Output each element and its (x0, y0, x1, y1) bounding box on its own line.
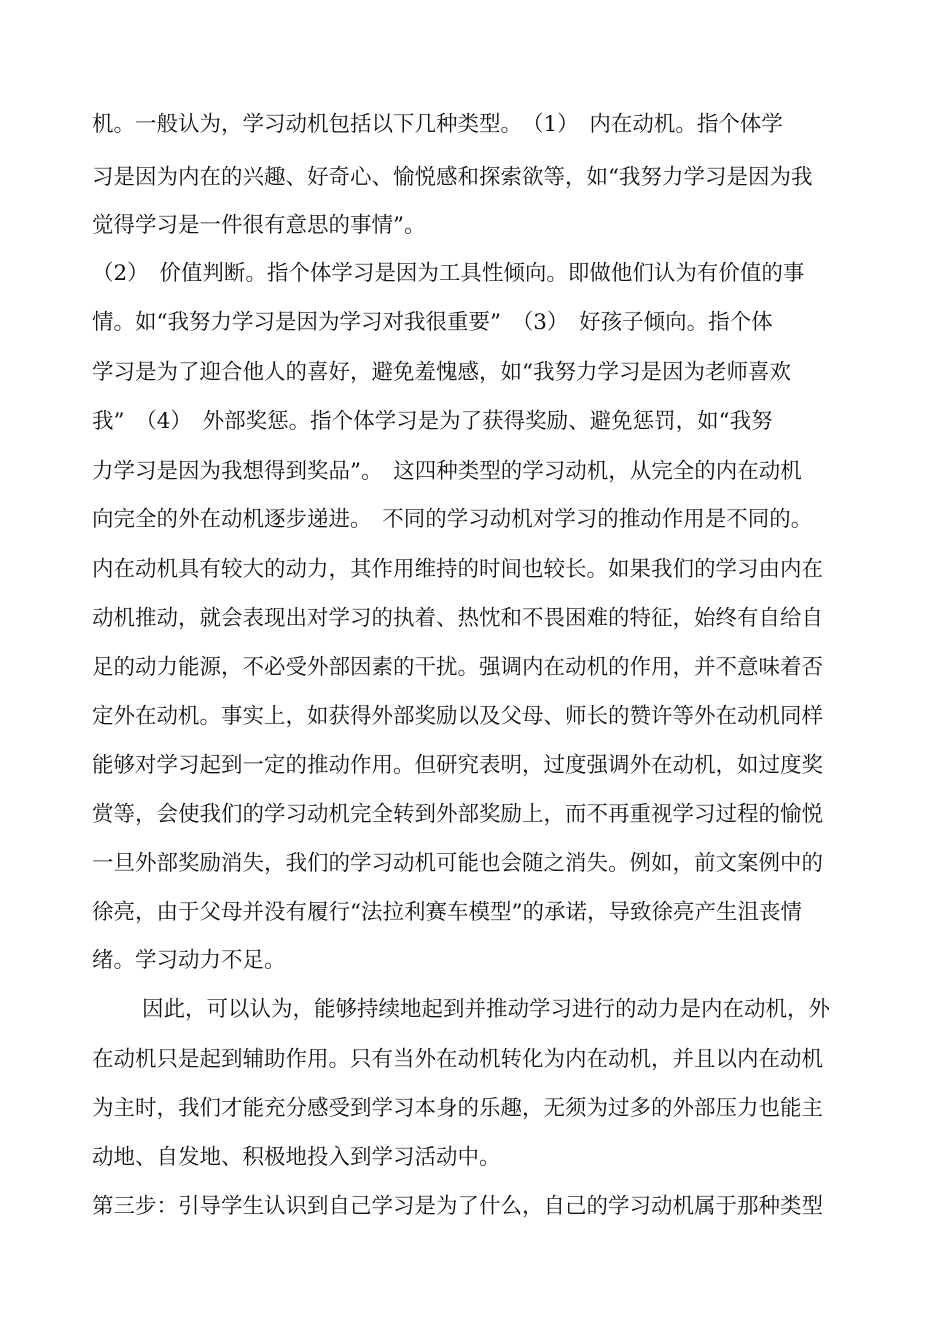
text-line: 绪。学习动力不足。 (92, 948, 286, 973)
text-line: （2） 价值判断。指个体学习是因为工具性倾向。即做他们认为有价值的事 (92, 261, 805, 286)
text-line: 徐亮，由于父母并没有履行“法拉利赛车模型”的承诺，导致徐亮产生沮丧情 (92, 900, 802, 925)
text-line: 觉得学习是一件很有意思的事情”。 (92, 213, 426, 238)
text-line: 赏等，会使我们的学习动机完全转到外部奖励上，而不再重视学习过程的愉悦 (92, 802, 824, 827)
text-line: 习是因为内在的兴趣、好奇心、愉悦感和探索欲等，如“我努力学习是因为我 (92, 165, 813, 190)
text-line: 学习是为了迎合他人的喜好，避免羞愧感，如“我努力学习是因为老师喜欢 (92, 360, 791, 385)
text-line: 定外在动机。事实上，如获得外部奖励以及父母、师长的赞许等外在动机同样 (92, 704, 824, 729)
text-line: 内在动机具有较大的动力，其作用维持的时间也较长。如果我们的学习由内在 (92, 557, 824, 582)
paragraph-first-line: 因此，可以认为，能够持续地起到并推动学习进行的动力是内在动机，外 (142, 997, 831, 1022)
text-line: 动机推动，就会表现出对学习的执着、热忱和不畏困难的特征，始终有自给自 (92, 606, 824, 631)
text-line: 足的动力能源，不必受外部因素的干扰。强调内在动机的作用，并不意味着否 (92, 655, 824, 680)
text-line: 在动机只是起到辅助作用。只有当外在动机转化为内在动机，并且以内在动机 (92, 1047, 824, 1072)
text-line: 动地、自发地、积极地投入到学习活动中。 (92, 1145, 501, 1170)
text-line: 情。如“我努力学习是因为学习对我很重要” （3） 好孩子倾向。指个体 (92, 310, 773, 335)
step-heading-line: 第三步：引导学生认识到自己学习是为了什么，自己的学习动机属于那种类型 (92, 1194, 824, 1219)
text-line: 为主时，我们才能充分感受到学习本身的乐趣，无须为过多的外部压力也能主 (92, 1096, 824, 1121)
text-line: 我” （4） 外部奖惩。指个体学习是为了获得奖励、避免惩罚，如“我努 (92, 409, 773, 434)
text-line: 一旦外部奖励消失，我们的学习动机可能也会随之消失。例如，前文案例中的 (92, 851, 824, 876)
text-line: 能够对学习起到一定的推动作用。但研究表明，过度强调外在动机，如过度奖 (92, 753, 824, 778)
text-line: 向完全的外在动机逐步递进。 不同的学习动机对学习的推动作用是不同的。 (92, 507, 813, 532)
text-line: 力学习是因为我想得到奖品”。 这四种类型的学习动机，从完全的内在动机 (92, 459, 802, 484)
text-line: 机。一般认为，学习动机包括以下几种类型。 （1） 内在动机。指个体学 (92, 112, 783, 137)
